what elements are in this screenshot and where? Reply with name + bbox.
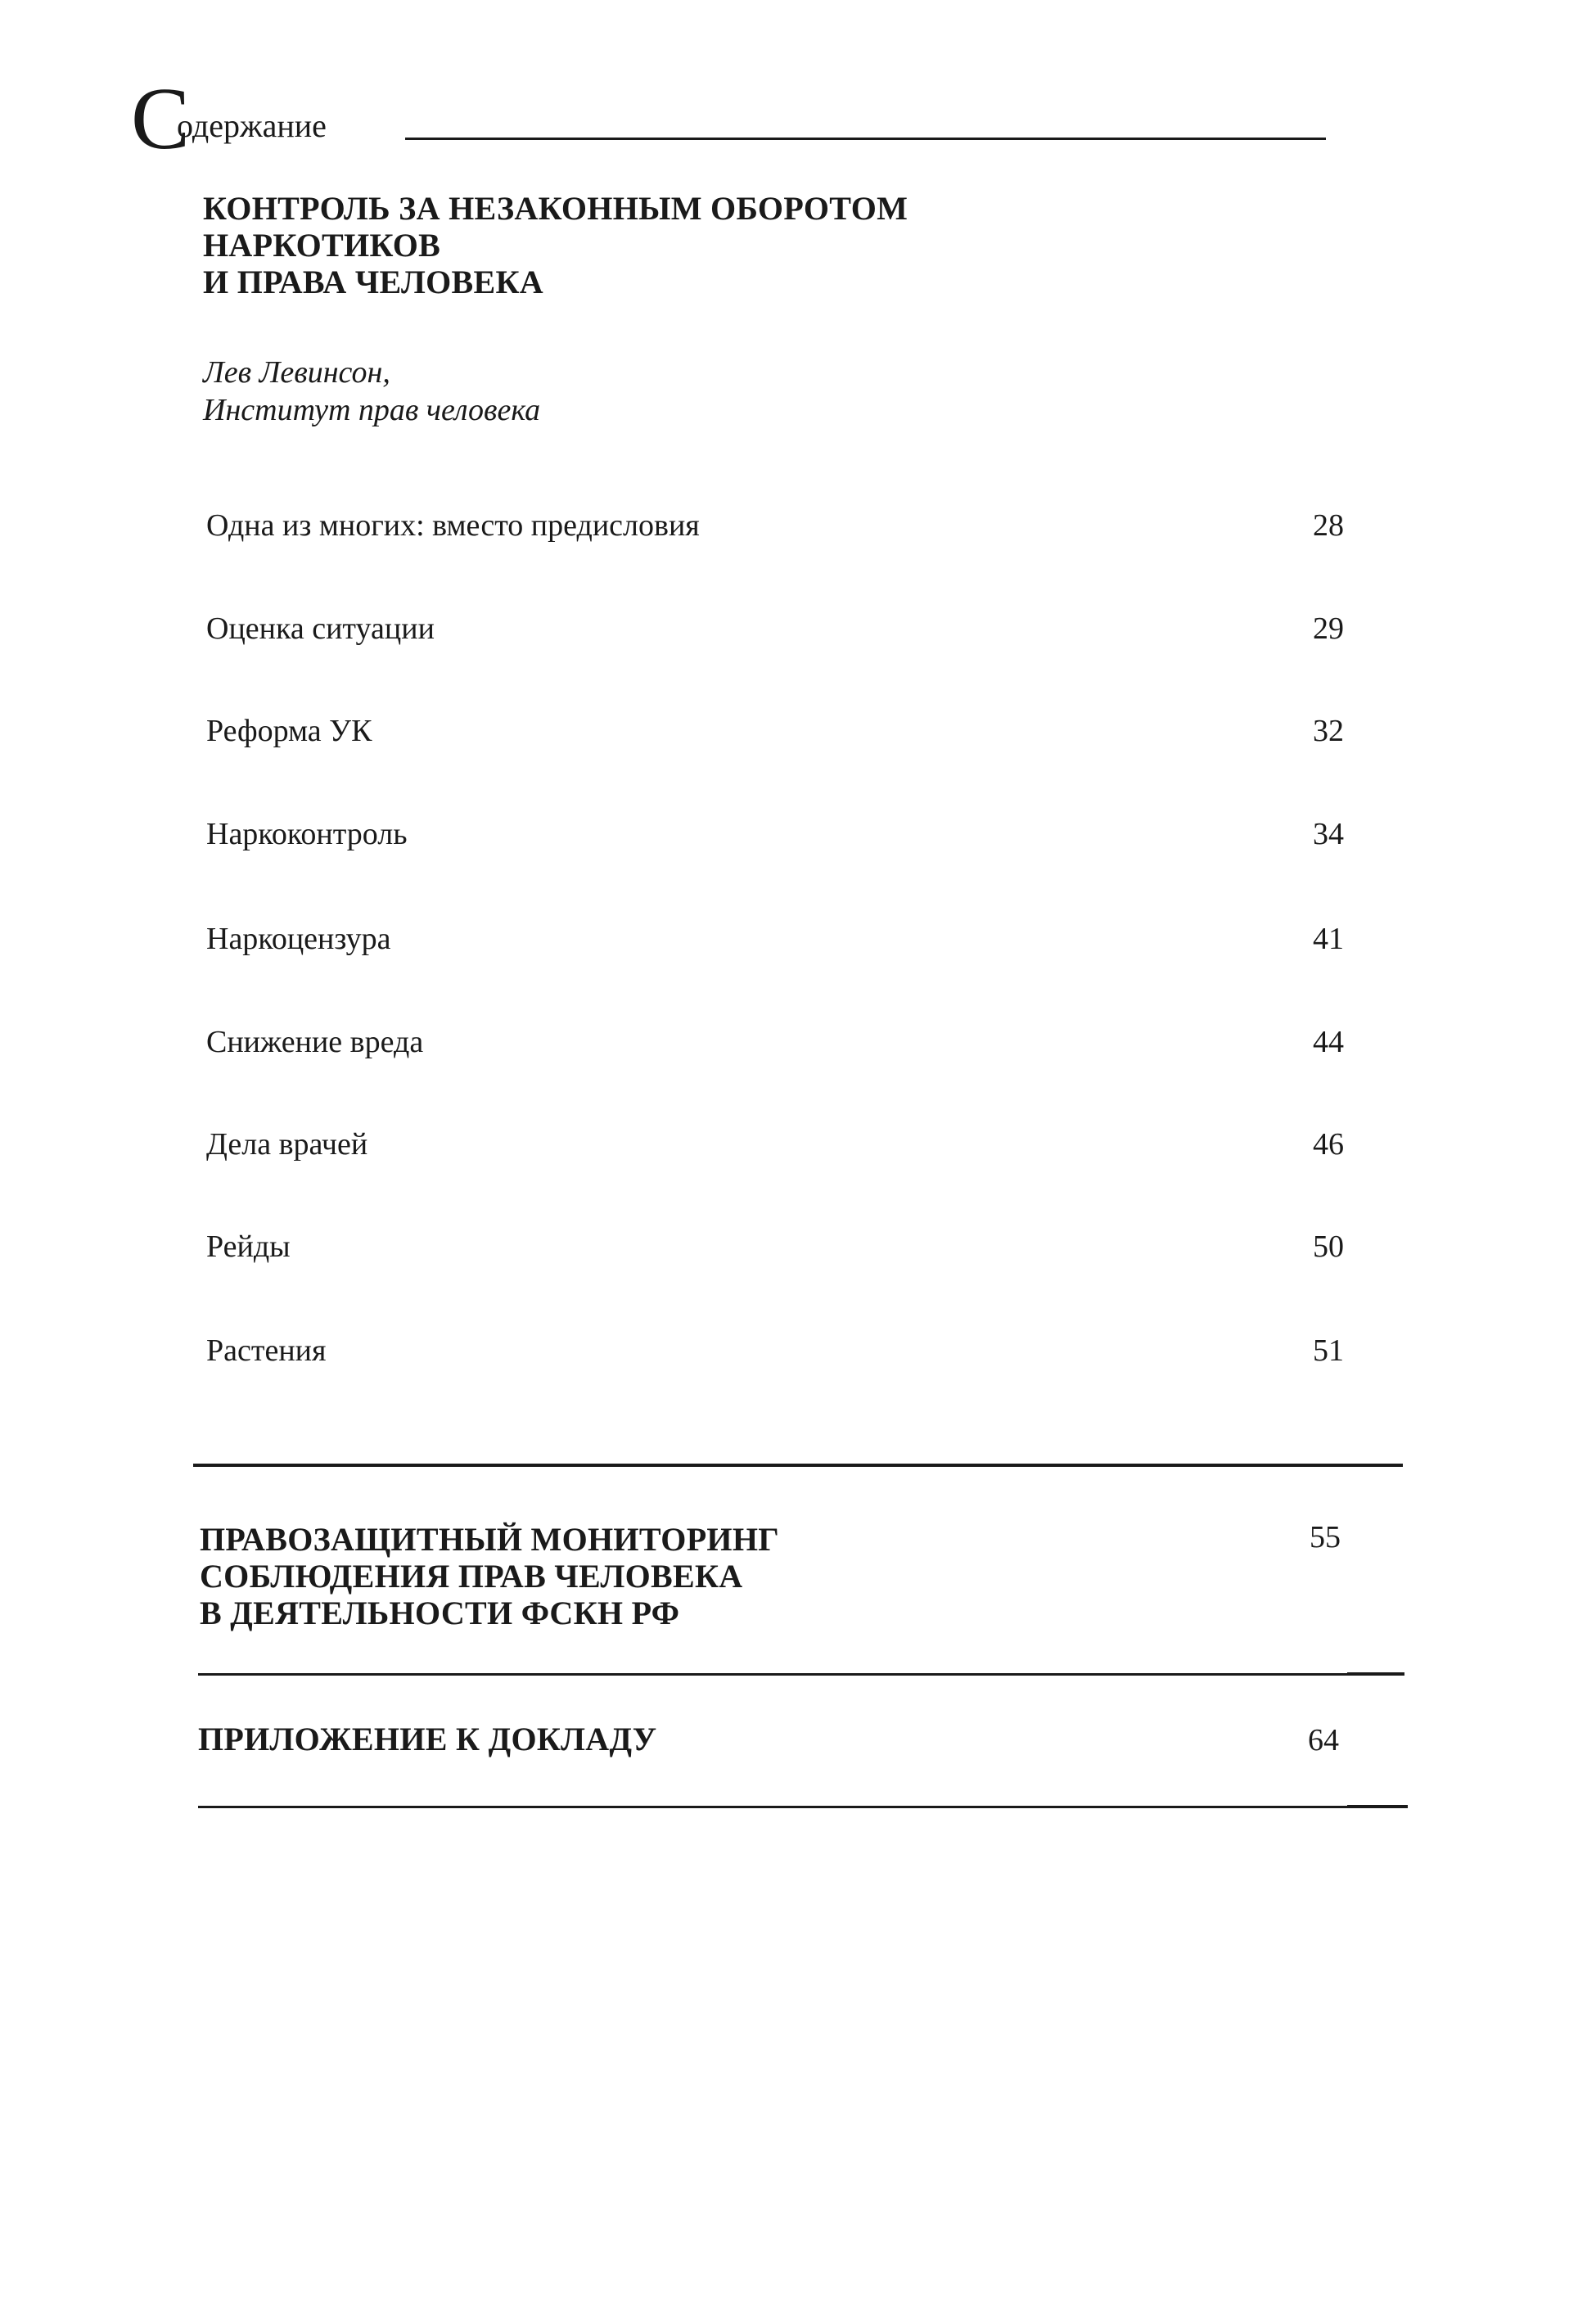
toc-entry[interactable] [206, 1226, 1344, 1267]
section-divider [198, 1806, 1347, 1808]
toc-entry-page: 41 [1313, 922, 1344, 956]
toc-entry-page: 51 [1313, 1333, 1344, 1368]
toc-entry[interactable] [206, 608, 1344, 649]
header-drop-cap: С [131, 70, 191, 168]
toc-entry-label: Одна из многих: вместо предисловия [206, 508, 700, 543]
toc-entry-label: Снижение вреда [206, 1025, 424, 1059]
toc-entry-label: Оценка ситуации [206, 611, 435, 646]
section-divider [193, 1464, 1403, 1467]
toc-entry[interactable] [206, 814, 1344, 855]
toc-entry[interactable] [206, 505, 1344, 546]
contents-header [131, 70, 1326, 168]
toc-entry[interactable] [206, 1124, 1344, 1165]
toc-entry-label: Рейды [206, 1229, 291, 1264]
section-title-appendix[interactable]: ПРИЛОЖЕНИЕ К ДОКЛАДУ [198, 1721, 657, 1757]
toc-entry-page: 46 [1313, 1127, 1344, 1162]
section-divider-tail [1347, 1672, 1404, 1676]
toc-entry[interactable] [206, 1022, 1344, 1062]
section-divider-tail [1347, 1805, 1408, 1808]
toc-entry[interactable] [206, 711, 1344, 751]
author-name: Лев Левинсон, [203, 355, 390, 390]
toc-entry-page: 44 [1313, 1025, 1344, 1059]
toc-entry-label: Наркоцензура [206, 922, 391, 956]
toc-entry-page: 34 [1313, 817, 1344, 851]
toc-entry-label: Растения [206, 1333, 327, 1368]
toc-entry-page: 28 [1313, 508, 1344, 543]
toc-entry-label: Дела врачей [206, 1127, 368, 1162]
header-rule [405, 138, 1326, 140]
section-title-drug-control: КОНТРОЛЬ ЗА НЕЗАКОННЫМ ОБОРОТОМ НАРКОТИКОВ И ПРАВА ЧЕЛОВЕКА [203, 190, 908, 300]
section-page-appendix: 64 [1308, 1723, 1339, 1757]
author-credit [203, 354, 540, 429]
section-title-monitoring[interactable]: ПРАВОЗАЩИТНЫЙ МОНИТОРИНГ СОБЛЮДЕНИЯ ПРАВ ЧЕЛОВЕКА В ДЕЯТЕЛЬНОСТИ ФСКН РФ [200, 1521, 780, 1631]
toc-entry-label: Наркоконтроль [206, 817, 408, 851]
section-page-monitoring: 55 [1310, 1520, 1341, 1554]
toc-entry[interactable] [206, 1330, 1344, 1371]
section-divider [198, 1673, 1347, 1676]
author-affiliation: Институт прав человека [203, 393, 541, 427]
toc-entry-label: Реформа УК [206, 714, 372, 748]
toc-entry-page: 29 [1313, 611, 1344, 646]
toc-entry-page: 50 [1313, 1229, 1344, 1264]
toc-entry-page: 32 [1313, 714, 1344, 748]
header-word: одержание [177, 107, 327, 144]
toc-entry[interactable] [206, 918, 1344, 959]
